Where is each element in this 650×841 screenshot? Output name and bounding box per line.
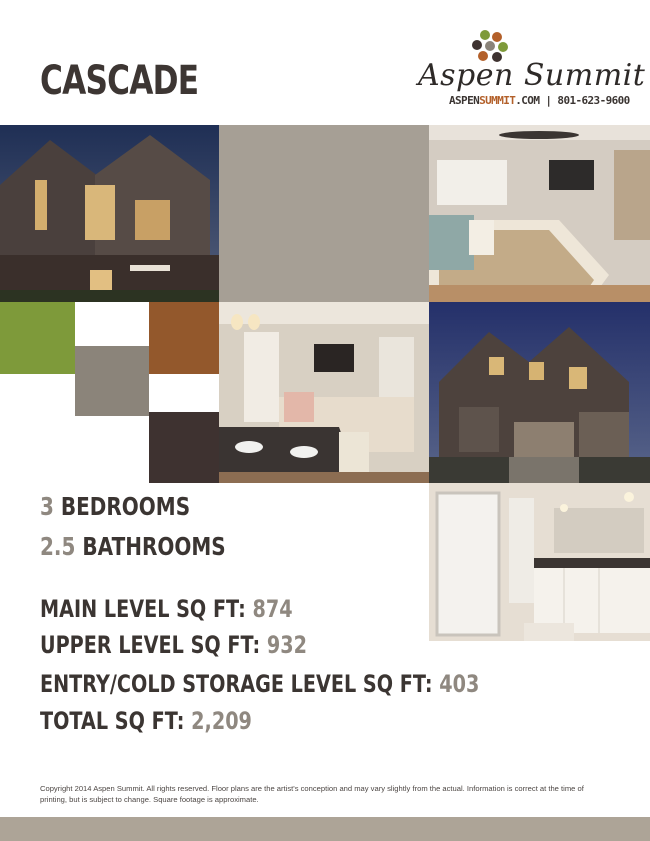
dark-brown-swatch (149, 412, 219, 483)
upper-level-sqft: UPPER LEVEL SQ FT: 932 (40, 631, 308, 659)
master-bedroom-photo (429, 125, 650, 302)
taupe-panel (219, 125, 429, 302)
total-sqft: TOTAL SQ FT: 2,209 (40, 707, 252, 735)
footer-bar (0, 817, 650, 841)
exterior-garage-photo (429, 302, 650, 483)
bathroom-photo (429, 483, 650, 641)
green-swatch (0, 302, 75, 374)
page-title: CASCADE (40, 58, 199, 104)
logo-script-text: Aspen Summit (418, 58, 646, 93)
bathrooms-line: 2.5 BATHROOMS (40, 532, 226, 561)
exterior-twilight-photo (0, 125, 219, 302)
aspen-summit-logo (418, 28, 646, 113)
bedrooms-line: 3 BEDROOMS (40, 492, 191, 521)
copyright-notice: Copyright 2014 Aspen Summit. All rights reserved. Floor plans are the artist's conception and may vary slightly from the actual. Information is correct at the time of printing, but is subject to change. Square footage is approximate. (40, 784, 584, 804)
logo-contact-line: ASPENSUMMIT.COM | 801-623-9600 (449, 94, 630, 107)
taupe-swatch (75, 346, 149, 416)
copper-swatch (149, 302, 219, 374)
dining-living-room-photo (219, 302, 429, 483)
entry-cold-storage-sqft: ENTRY/COLD STORAGE LEVEL SQ FT: 403 (40, 670, 480, 698)
main-level-sqft: MAIN LEVEL SQ FT: 874 (40, 595, 293, 623)
